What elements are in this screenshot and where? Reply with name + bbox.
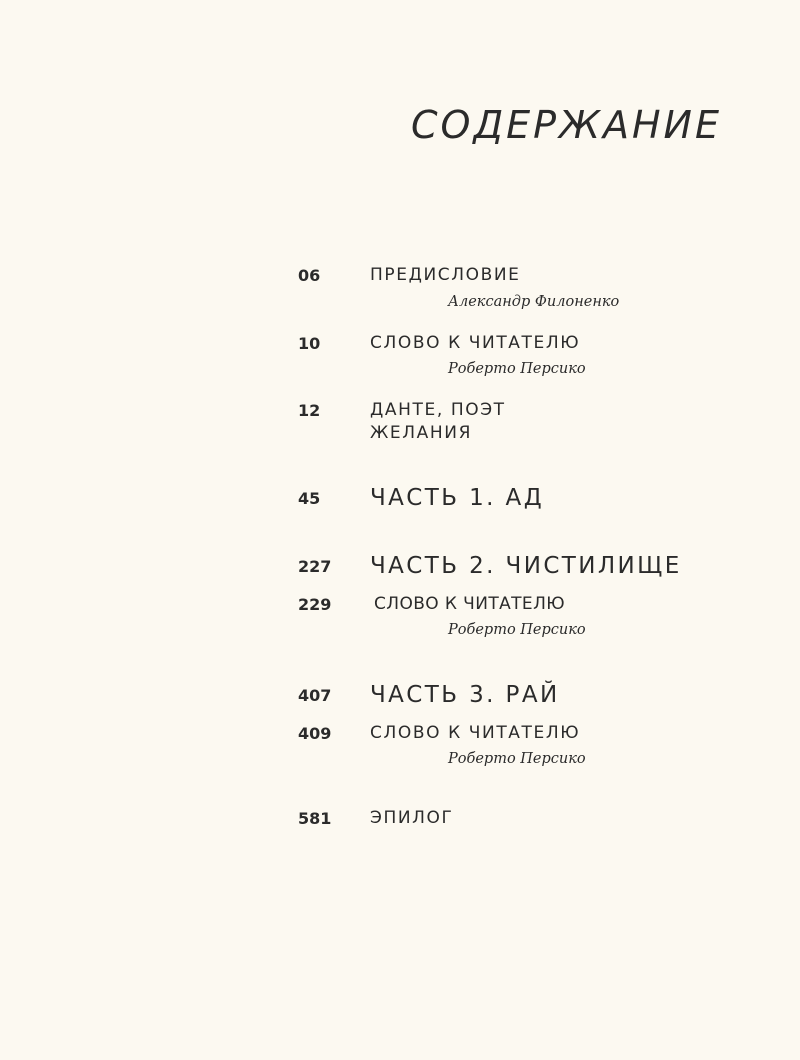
toc-heading: ЭПИЛОГ <box>370 808 454 828</box>
toc-heading-line-2: ЖЕЛАНИЯ <box>370 423 472 443</box>
toc-author: Александр Филоненко <box>448 294 620 310</box>
toc-page-number: 10 <box>298 334 321 353</box>
toc-heading: ПРЕДИСЛОВИЕ <box>370 265 521 285</box>
toc-page-number: 581 <box>298 809 332 828</box>
page-title: СОДЕРЖАНИЕ <box>411 103 722 147</box>
toc-page-number: 409 <box>298 724 332 743</box>
toc-author: Роберто Персико <box>448 751 586 767</box>
toc-heading: СЛОВО К ЧИТАТЕЛЮ <box>370 723 581 743</box>
toc-part-heading: ЧАСТЬ 3. РАЙ <box>370 682 560 708</box>
toc-heading: СЛОВО К ЧИТАТЕЛЮ <box>374 594 566 614</box>
toc-part-heading: ЧАСТЬ 2. ЧИСТИЛИЩЕ <box>370 553 682 579</box>
toc-part-heading: ЧАСТЬ 1. АД <box>370 485 545 511</box>
toc-heading: СЛОВО К ЧИТАТЕЛЮ <box>370 333 581 353</box>
toc-heading-line-1: ДАНТЕ, ПОЭТ <box>370 400 506 420</box>
toc-author: Роберто Персико <box>448 361 586 377</box>
toc-page-number: 407 <box>298 686 332 705</box>
toc-page-number: 227 <box>298 557 332 576</box>
toc-page-number: 12 <box>298 401 321 420</box>
toc-page-number: 229 <box>298 595 332 614</box>
toc-page-number: 45 <box>298 489 321 508</box>
toc-author: Роберто Персико <box>448 622 586 638</box>
toc-page-number: 06 <box>298 266 321 285</box>
